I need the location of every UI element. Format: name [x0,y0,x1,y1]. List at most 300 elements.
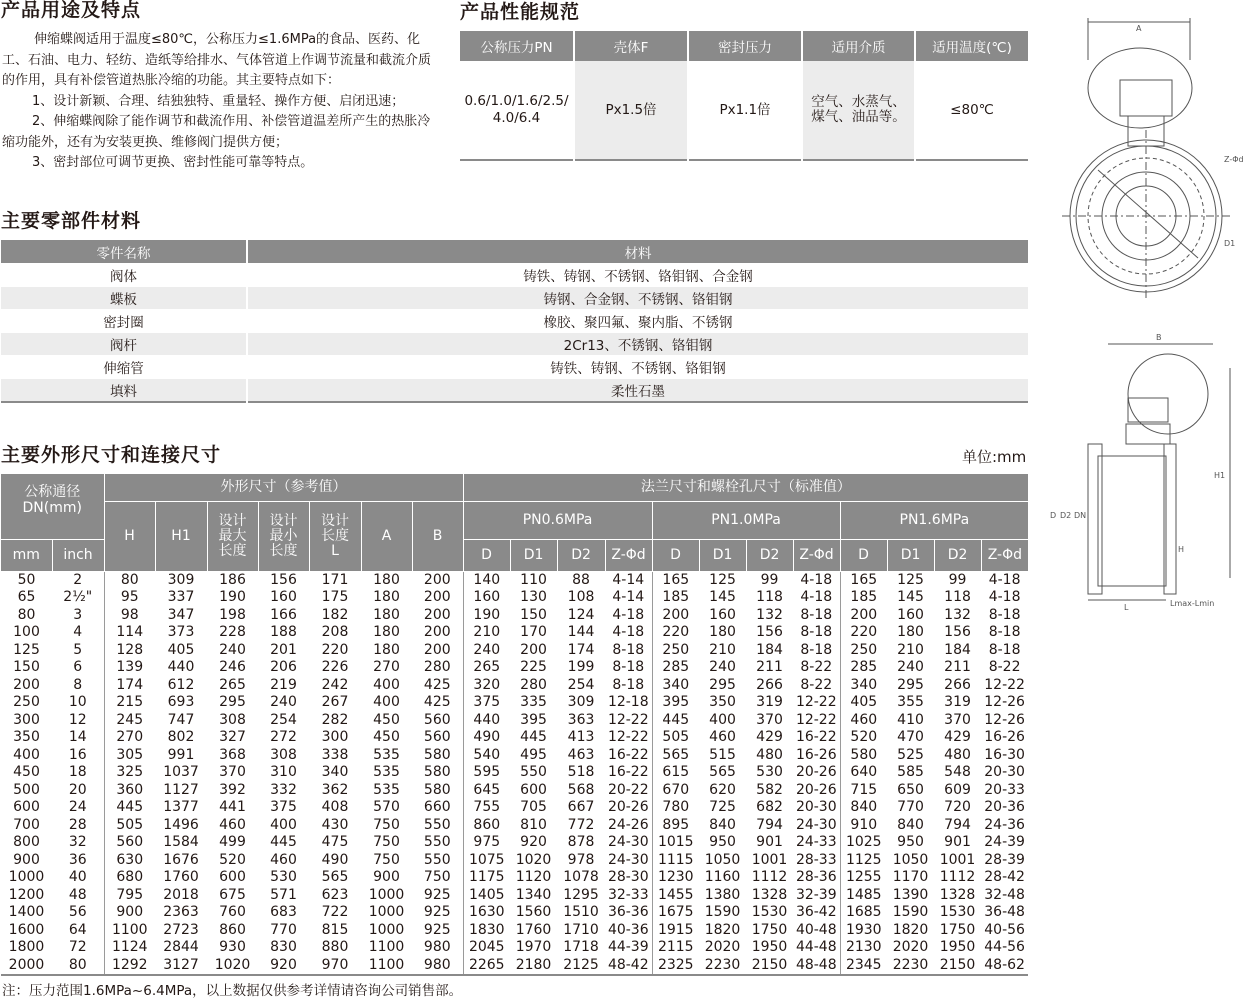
dims-cell: 1000 [361,887,412,905]
dims-cell: 8-18 [605,677,652,695]
dims-cell: 1112 [751,869,788,886]
materials-value: 铸钢、合金钢、不锈钢、铬钼钢 [247,287,1028,310]
dims-cell: 375 [473,694,501,711]
dims-cell: 16-22 [793,729,840,747]
dims-cell: 615 [662,764,690,781]
spec-header-seal: 密封压力 [688,31,802,61]
dims-row [1,729,1028,747]
dims-cell: 722 [321,904,349,921]
materials-row [1,264,1028,287]
dims-cell: 460 [709,729,736,746]
dims-cell: 140 [463,571,510,589]
dims-sub-d1: D1 [510,539,557,571]
dims-cell: 28-30 [605,869,652,887]
dims-sub-d2: D2 [746,539,793,571]
dims-cell: 515 [699,747,746,765]
dims-cell: 750 [361,817,412,835]
dims-cell: 1078 [563,869,599,886]
dims-cell: 368 [207,747,258,765]
gearbox [1120,80,1172,116]
dims-cell: 20-30 [984,764,1025,781]
dims-cell: 184 [934,642,981,660]
dims-cell: 5 [52,642,104,660]
dims-cell: 160 [699,607,746,625]
dims-cell: 1584 [163,834,199,851]
dims-cell: 250 [840,642,887,660]
dims-cell: 280 [412,659,463,677]
dims-cell: 682 [756,799,783,816]
dims-cell: 300 [321,729,349,746]
dims-cell: 1510 [563,904,599,921]
dims-cell: 540 [463,747,510,765]
dims-header-inch: inch [52,539,104,571]
dims-cell: 280 [510,677,557,695]
dims-row [1,694,1028,712]
dims-cell: 200 [1,677,52,695]
dims-cell: 24 [52,799,104,817]
dims-cell: 978 [557,852,605,870]
dims-row [1,939,1028,957]
dims-sub-d2: D2 [934,539,981,571]
dims-cell: 860 [463,817,510,835]
dims-cell: 20 [52,782,104,800]
dims-header-min-length: 设计最小长度 [258,501,309,571]
dims-table [1,474,1028,976]
materials-value: 2Cr13、不锈钢、铬钼钢 [247,333,1028,356]
dims-cell: 860 [207,922,258,940]
dims-cell: 184 [746,642,793,660]
dims-cell: 1590 [892,904,929,921]
dims-cell: 4-14 [605,571,652,589]
dims-cell: 1915 [652,922,699,940]
dims-cell: 2150 [746,957,793,976]
spec-table [460,31,1028,161]
dims-cell: 8-18 [988,624,1021,641]
dims-cell: 156 [258,571,309,589]
dims-cell: 190 [219,589,246,606]
dims-cell: 8 [52,677,104,695]
dims-cell: 548 [944,764,971,781]
dims-cell: 166 [258,607,309,625]
dims-cell: 245 [104,712,155,730]
dims-cell: 272 [270,729,297,746]
materials-part: 阀杆 [1,333,247,356]
dims-cell: 1001 [934,852,981,870]
dims-row [1,659,1028,677]
dims-cell: 560 [412,729,463,747]
label-zd: Z-Φd [1224,155,1244,164]
spec-value-pn: 0.6/1.0/1.6/2.5/4.0/6.4 [464,93,569,126]
dims-cell: 645 [463,782,510,800]
label-d1: D1 [1224,239,1236,248]
dims-row [1,589,1028,607]
dims-cell: 240 [207,642,258,660]
dims-cell: 150 [13,659,40,676]
dims-cell: 201 [258,642,309,660]
dims-cell: 1075 [463,852,510,870]
dims-cell: 130 [520,589,547,606]
dims-cell: 174 [557,642,605,660]
dims-cell: 400 [699,712,746,730]
materials-value: 铸铁、铸钢、不锈钢、铬钼钢、合金钢 [247,264,1028,287]
dims-cell: 80 [104,571,155,589]
dims-cell: 568 [557,782,605,800]
dims-cell: 12-18 [605,694,652,712]
dims-cell: 700 [1,817,52,835]
dims-cell: 40-56 [981,922,1028,940]
dims-cell: 815 [309,922,361,940]
dims-cell: 24-39 [984,834,1025,851]
dims-cell: 1175 [468,869,505,886]
dims-cell: 12-22 [605,712,652,730]
dims-cell: 210 [473,624,501,641]
dims-cell: 270 [373,659,400,676]
dims-cell: 48-62 [981,957,1028,976]
dims-cell: 750 [412,869,463,887]
dims-cell: 180 [709,624,736,641]
dims-cell: 98 [104,607,155,625]
dims-cell: 226 [321,659,349,676]
dims-cell: 40 [52,869,104,887]
dims-cell: 108 [567,589,595,606]
materials-header-part: 零件名称 [1,240,247,264]
dims-header-h: H [104,501,155,571]
dims-cell: 565 [321,869,349,886]
dims-cell: 40-48 [793,922,840,940]
valve-front-drawing [1048,0,1248,320]
dims-row [1,764,1028,782]
dims-cell: 219 [258,677,309,695]
dims-cell: 220 [662,624,690,641]
dims-cell: 200 [652,607,699,625]
dims-cell: 410 [887,712,934,730]
dims-cell: 585 [897,764,924,781]
dims-cell: 180 [361,571,412,589]
side-gearbox [1128,398,1168,422]
dims-cell: 460 [258,852,309,870]
dims-cell: 211 [756,659,783,676]
materials-header-row [1,240,1028,264]
dims-cell: 3 [52,607,104,625]
dims-cell: 125 [887,571,934,589]
dims-cell: 565 [709,764,736,781]
dims-cell: 794 [746,817,793,835]
dims-cell: 400 [361,677,412,695]
side-flange-left [1088,444,1102,594]
dims-cell: 490 [473,729,501,746]
dims-cell: 285 [662,659,690,676]
dims-cell: 1750 [746,922,793,940]
dims-cell: 693 [167,694,195,711]
dims-cell: 530 [756,764,783,781]
dims-cell: 1530 [751,904,788,921]
dims-row [1,642,1028,660]
dims-cell: 470 [897,729,924,746]
dims-cell: 308 [207,712,258,730]
spec-value-medium: 空气、水蒸气、煤气、油品等。 [802,61,915,160]
dims-row [1,852,1028,870]
dims-sub-d: D [840,539,887,571]
dims-cell: 1675 [657,904,694,921]
dims-cell: 630 [104,852,155,870]
dims-cell: 20-26 [793,764,840,782]
dims-cell: 160 [473,589,501,606]
dims-cell: 582 [746,782,793,800]
dims-cell: 405 [850,694,878,711]
dims-cell: 2265 [463,957,510,976]
dims-cell: 160 [887,607,934,625]
materials-row [1,356,1028,379]
dims-cell: 4-18 [988,589,1021,606]
dims-cell: 1160 [704,869,741,886]
dims-cell: 160 [270,589,297,606]
dims-cell: 295 [219,694,246,711]
dims-cell: 1120 [515,869,552,886]
dims-cell: 595 [473,764,501,781]
dims-header-h1: H1 [155,501,207,571]
dims-cell: 206 [270,659,297,676]
dims-row [1,799,1028,817]
dims-cell: 360 [104,782,155,800]
dims-cell: 220 [309,642,361,660]
dims-cell: 612 [155,677,207,695]
dims-cell: 715 [840,782,887,800]
dims-cell: 250 [13,694,40,711]
dims-cell: 460 [207,817,258,835]
dims-cell: 182 [309,607,361,625]
dims-cell: 24-30 [793,817,840,835]
dims-cell: 32-39 [793,887,840,905]
dims-cell: 460 [840,712,887,730]
dims-cell: 720 [944,799,971,816]
dims-cell: 1170 [892,869,929,886]
dims-cell: 392 [207,782,258,800]
dims-cell: 110 [510,571,557,589]
dims-cell: 40-36 [605,922,652,940]
dims-cell: 8-18 [981,607,1028,625]
dims-header-pn16: PN1.6MPa [840,501,1028,539]
dims-cell: 518 [567,764,595,781]
dims-cell: 650 [887,782,934,800]
dims-cell: 425 [412,694,463,712]
dims-cell: 925 [412,922,463,940]
dims-cell: 580 [840,747,887,765]
dims-title: 主要外形尺寸和连接尺寸 [1,444,222,466]
dims-cell: 830 [270,939,297,956]
dims-cell: 190 [463,607,510,625]
dims-cell: 319 [756,694,783,711]
dims-cell: 99 [934,571,981,589]
dims-cell: 2723 [155,922,207,940]
dims-cell: 180 [361,607,412,625]
dims-row [1,677,1028,695]
dims-cell: 8-18 [793,624,840,642]
dims-cell: 171 [309,571,361,589]
dims-header-flange: 法兰尺寸和螺栓孔尺寸（标准值） [463,474,1028,501]
dims-cell: 600 [510,782,557,800]
materials-row [1,310,1028,333]
dims-cell: 4-18 [605,607,652,625]
dims-cell: 450 [361,712,412,730]
dims-cell: 240 [897,659,924,676]
dims-sub-d: D [463,539,510,571]
dims-cell: 72 [52,939,104,957]
dims-cell: 20-36 [984,799,1025,816]
dims-cell: 12-26 [984,694,1025,711]
dims-cell: 755 [473,799,501,816]
dims-cell: 95 [120,589,139,606]
dims-cell: 20-26 [793,782,840,800]
dims-cell: 565 [652,747,699,765]
dims-row [1,782,1028,800]
dims-cell: 2018 [155,887,207,905]
dims-cell: 1530 [939,904,976,921]
dims-cell: 405 [155,642,207,660]
spec-header-temp: 适用温度(℃) [915,31,1028,61]
dims-cell: 254 [258,712,309,730]
features-point-3: 3、密封部位可调节更换、密封性能可靠等特点。 [32,155,314,170]
dims-cell: 747 [155,712,207,730]
dims-cell: 186 [207,571,258,589]
materials-part: 伸缩管 [1,356,247,379]
dims-cell: 980 [412,957,463,976]
dims-cell: 208 [321,624,349,641]
dims-cell: 1340 [510,887,557,905]
dims-cell: 375 [270,799,297,816]
spec-value-row [460,61,1028,160]
dims-cell: 80 [52,957,104,976]
dims-cell: 1710 [557,922,605,940]
dims-cell: 840 [850,799,878,816]
dims-cell: 560 [116,834,144,851]
dims-cell: 660 [412,799,463,817]
dims-cell: 1001 [746,852,793,870]
dims-cell: 114 [116,624,144,641]
dims-cell: 1455 [652,887,699,905]
dims-cell: 265 [473,659,501,676]
dims-cell: 560 [412,712,463,730]
dims-cell: 1020 [207,957,258,976]
materials-part: 填料 [1,379,247,403]
dims-cell: 12-22 [605,729,652,747]
dims-cell: 550 [412,852,463,870]
dims-cell: 802 [167,729,195,746]
dims-cell: 28-42 [984,869,1025,886]
spec-header-row [460,31,1028,61]
dims-cell: 1760 [163,869,199,886]
dims-cell: 373 [167,624,195,641]
dims-cell: 200 [412,624,463,642]
label-lmax-lmin: Lmax-Lmin [1170,599,1215,608]
dims-cell: 28-36 [793,869,840,887]
dims-cell: 725 [709,799,736,816]
dims-cell: 980 [412,939,463,957]
features-intro: 伸缩蝶阀适用于温度≤80℃，公称压力≤1.6MPa的食品、医药、化工、石油、电力、轻纺、造纸等给排水、气体管道上作调节流量和截流介质的作用，具有补偿管道热胀冷缩的功能。其主要特点如下： [2,32,432,88]
dims-cell: 505 [662,729,690,746]
dims-cell: 16-26 [793,747,840,765]
dims-row [1,922,1028,940]
dims-cell: 350 [13,729,40,746]
dims-cell: 550 [520,764,547,781]
dims-header-row-2 [1,501,1028,539]
dims-header-row-1 [1,474,1028,501]
dims-cell: 282 [309,712,361,730]
dims-cell: 16 [52,747,104,765]
dims-cell: 975 [473,834,501,851]
dims-cell: 118 [756,589,783,606]
features-point-2: 2、伸缩蝶阀除了能作调节和截流作用、补偿管道温差所产生的热胀冷缩功能外，还有为安装更换、维修阀门提供方便； [2,114,431,150]
materials-header-material: 材料 [247,240,1028,264]
dims-cell: 200 [840,607,887,625]
dims-cell: 180 [373,624,400,641]
dims-cell: 1230 [657,869,694,886]
dims-sub-d1: D1 [699,539,746,571]
dims-cell: 1050 [887,852,934,870]
dims-cell: 580 [412,764,463,782]
dims-cell: 145 [709,589,736,606]
dims-cell: 1676 [155,852,207,870]
dims-cell: 930 [219,939,246,956]
dims-cell: 1200 [1,887,52,905]
dims-cell: 20-26 [605,799,652,817]
dims-cell: 2345 [840,957,887,976]
dims-cell: 900 [373,869,400,886]
dims-cell: 4-14 [605,589,652,607]
dims-cell: 347 [155,607,207,625]
materials-row [1,287,1028,310]
dims-row [1,904,1028,922]
dims-cell: 16-26 [984,729,1025,746]
dims-cell: 48-48 [793,957,840,976]
dims-cell: 1600 [1,922,52,940]
label-b: B [1156,333,1162,342]
dims-cell: 65 [17,589,36,606]
dims-cell: 1377 [163,799,199,816]
dims-cell: 425 [412,677,463,695]
dims-cell: 535 [361,782,412,800]
dims-cell: 571 [258,887,309,905]
dims-cell: 580 [412,747,463,765]
dims-body [1,571,1028,975]
dims-sub-zd: Z-Φd [605,539,652,571]
dims-cell: 440 [463,712,510,730]
dims-cell: 220 [850,624,878,641]
dims-cell: 125 [699,571,746,589]
dims-cell: 600 [219,869,246,886]
label-h1: H1 [1214,471,1226,480]
dims-row [1,571,1028,589]
dims-cell: 395 [662,694,690,711]
dims-cell: 14 [52,729,104,747]
dims-sub-d: D [652,539,699,571]
dims-cell: 2 [52,571,104,589]
dims-cell: 64 [52,922,104,940]
dims-cell: 99 [746,571,793,589]
spec-value-seal: Px1.1倍 [688,61,802,160]
dims-cell: 395 [510,712,557,730]
dims-cell: 340 [652,677,699,695]
dims-cell: 24-33 [793,834,840,852]
dims-header-dn: 公称通径DN(mm) [1,474,104,539]
dims-cell: 319 [944,694,971,711]
dims-cell: 445 [520,729,547,746]
dims-cell: 32 [52,834,104,852]
dims-cell: 1124 [111,939,148,956]
dims-cell: 337 [167,589,195,606]
dims-cell: 450 [13,764,40,781]
dims-cell: 16-30 [981,747,1028,765]
dims-cell: 530 [270,869,297,886]
